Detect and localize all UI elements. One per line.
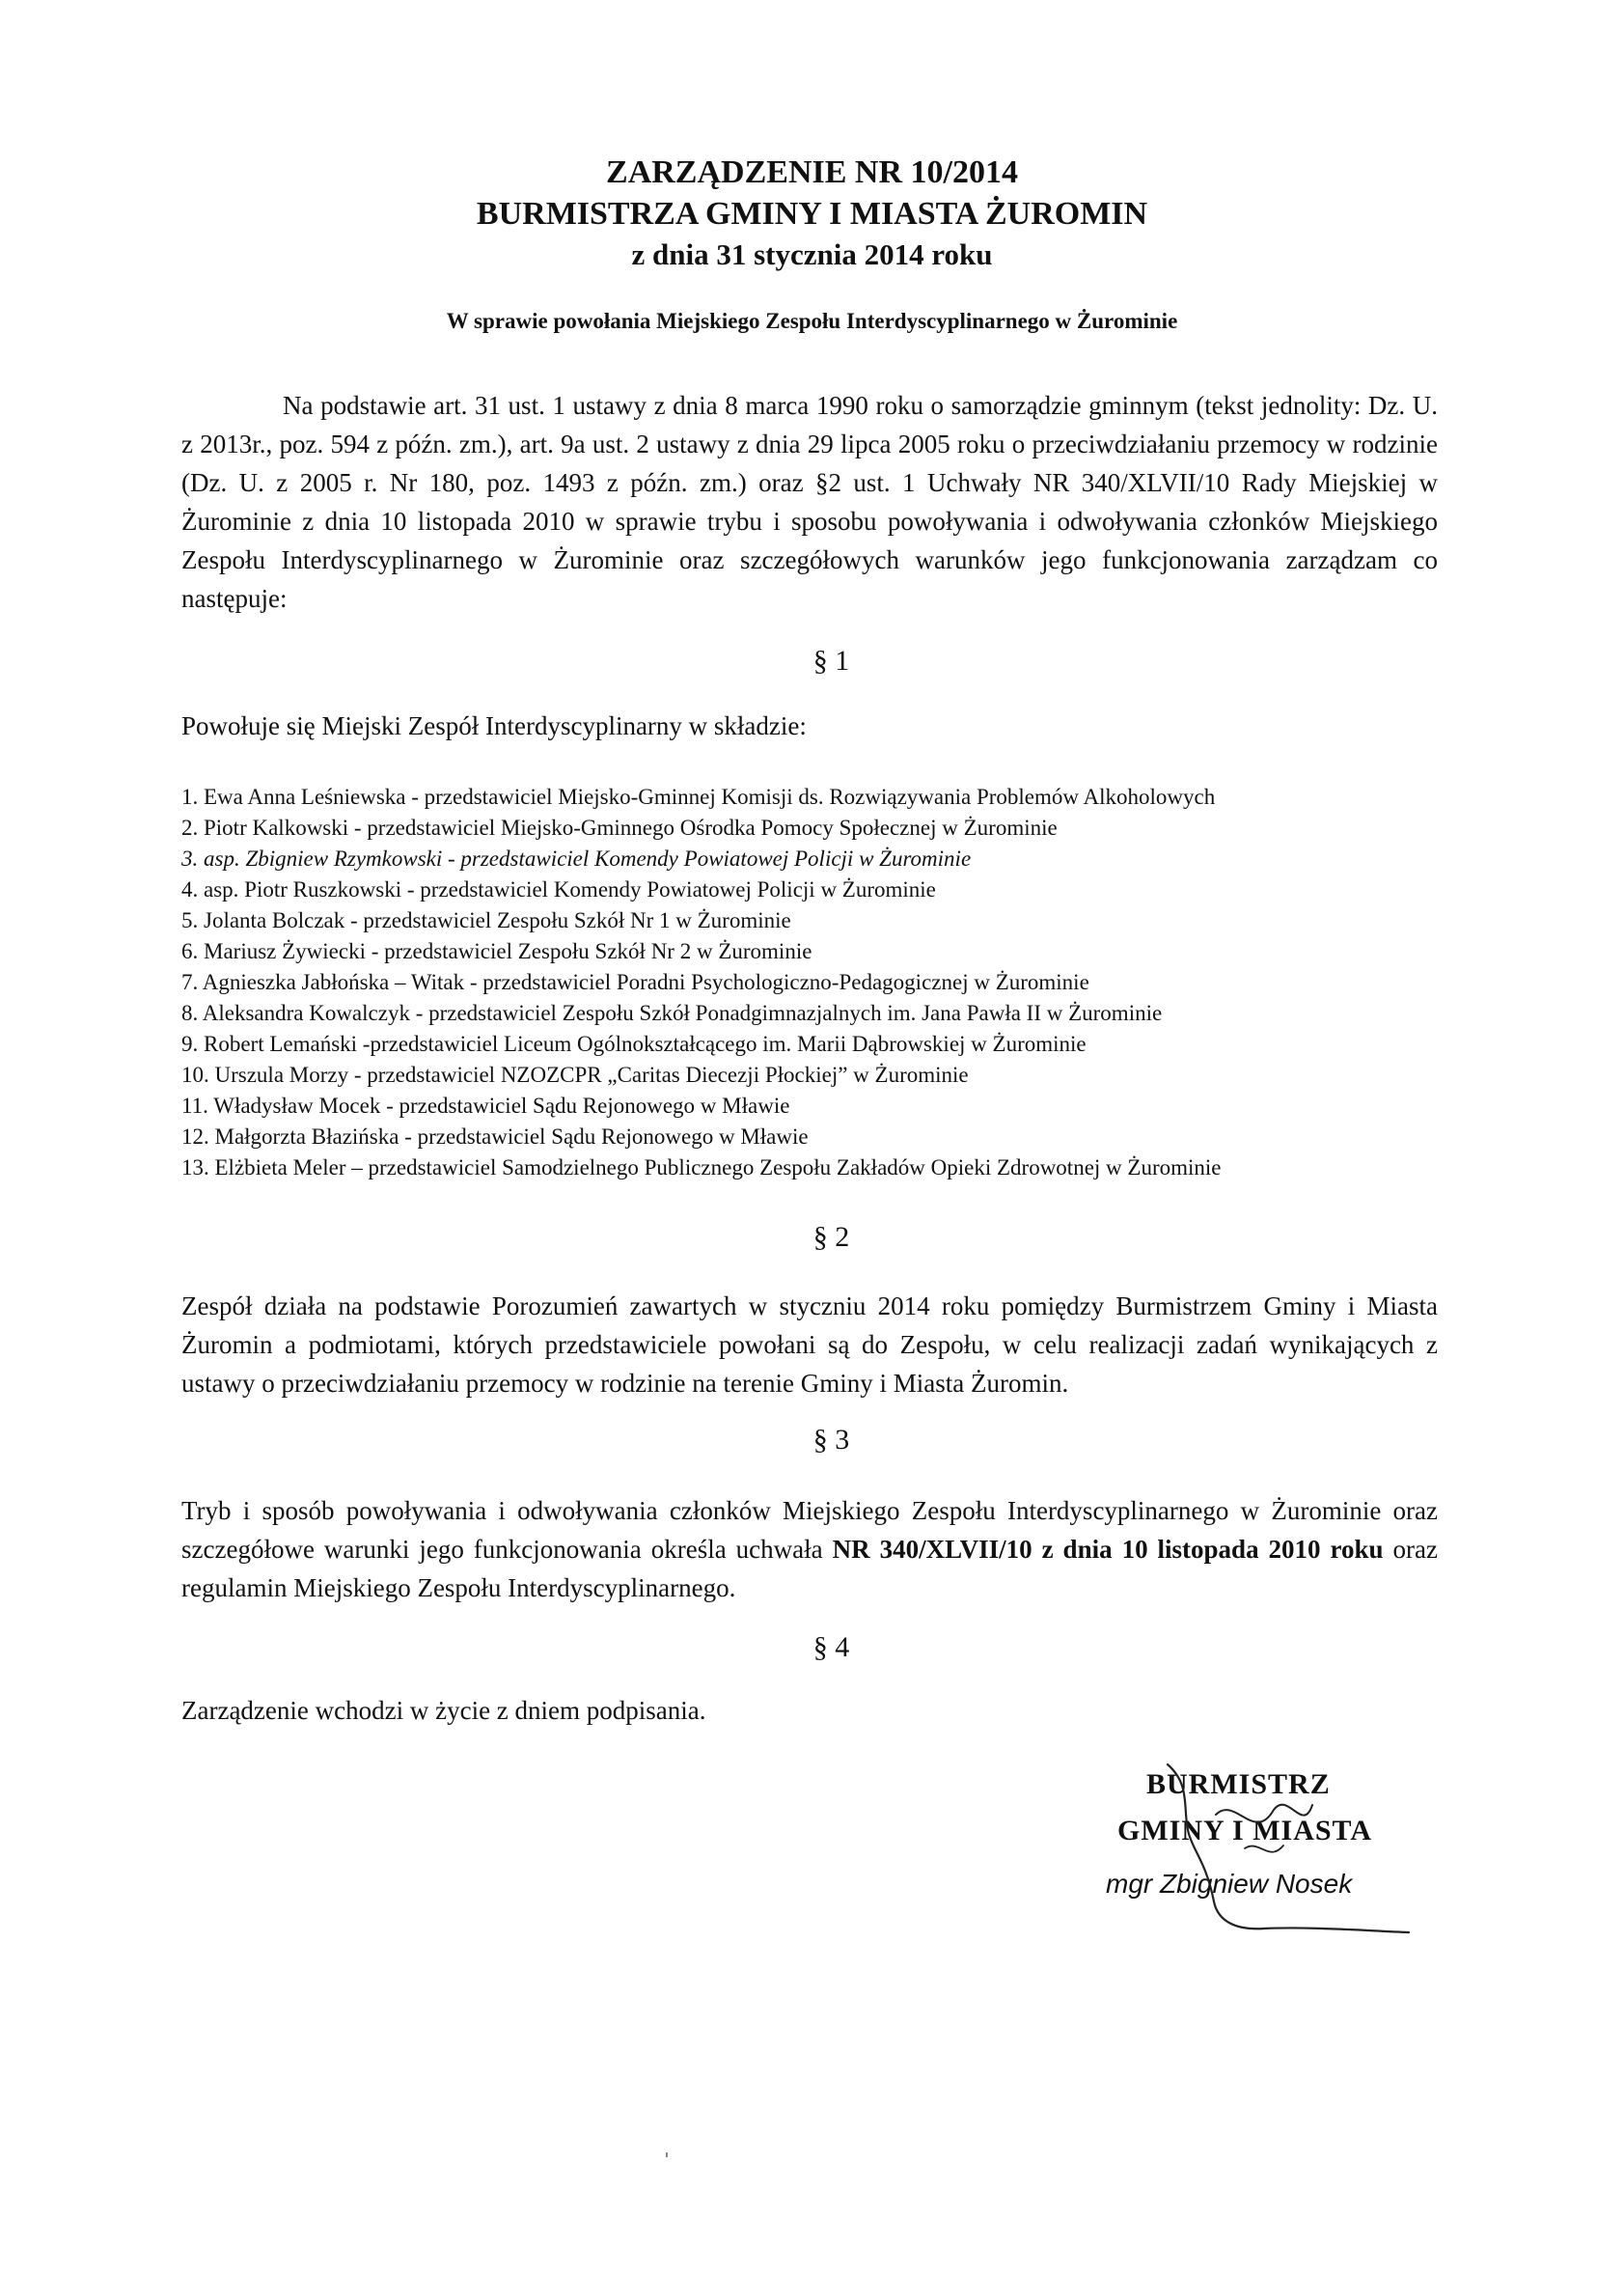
list-item: 13. Elżbieta Meler – przedstawiciel Samodzielnego Publicznego Zespołu Zakładów Opieki Zdrowotnej w Żurominie bbox=[181, 1155, 1222, 1180]
list-item: 4. asp. Piotr Ruszkowski - przedstawiciel Komendy Powiatowej Policji w Żurominie bbox=[181, 877, 936, 902]
section-3-heading: § 3 bbox=[812, 1424, 850, 1456]
list-item: 7. Agnieszka Jabłońska – Witak - przedstawiciel Poradni Psychologiczno-Pedagogicznej w Żurominie bbox=[181, 970, 1089, 994]
scan-speck bbox=[666, 2152, 668, 2157]
handwritten-signature-icon bbox=[1100, 1757, 1428, 1950]
list-item: 10. Urszula Morzy - przedstawiciel NZOZCPR „Caritas Diecezji Płockiej” w Żurominie bbox=[181, 1063, 969, 1087]
stamp-signatory-name: mgr Zbigniew Nosek bbox=[1106, 1869, 1353, 1899]
list-item: 8. Aleksandra Kowalczyk - przedstawiciel Zespołu Szkół Ponadgimnazjalnych im. Jana Pawła II w Żurominie bbox=[181, 1001, 1163, 1025]
list-item: 12. Małgorzta Błazińska - przedstawiciel Sądu Rejonowego w Mławie bbox=[181, 1124, 809, 1149]
document-issuer: BURMISTRZA GMINY I MIASTA ŻUROMIN bbox=[476, 196, 1148, 232]
list-item: 9. Robert Lemański -przedstawiciel Liceum Ogólnokształcącego im. Marii Dąbrowskiej w Żurominie bbox=[181, 1032, 1087, 1056]
section-2-paragraph: Zespół działa na podstawie Porozumień zawartych w styczniu 2014 roku pomiędzy Burmistrzem Gminy i Miasta Żuromin a podmiotami, których przedstawiciele powołani są do Zespołu, w celu realizacji zadań wynikających z ustawy o przeciwdziałaniu przemocy w rodzinie na terenie Gminy i Miasta Żuromin. bbox=[181, 1291, 1438, 1398]
stamp-title-line1: BURMISTRZ bbox=[1146, 1768, 1331, 1800]
list-item: 1. Ewa Anna Leśniewska - przedstawiciel Miejsko-Gminnej Komisji ds. Rozwiązywania Problemów Alkoholowych bbox=[181, 785, 1216, 809]
section-4-paragraph: Zarządzenie wchodzi w życie z dniem podpisania. bbox=[181, 1696, 706, 1725]
section-3-resolution-reference: NR 340/XLVII/10 z dnia 10 listopada 2010 roku bbox=[832, 1535, 1384, 1564]
signature-stamp bbox=[1100, 1757, 1428, 1950]
list-item: 2. Piotr Kalkowski - przedstawiciel Miejsko-Gminnego Ośrodka Pomocy Społecznej w Żurominie bbox=[181, 816, 1058, 840]
list-item: 3. asp. Zbigniew Rzymkowski - przedstawiciel Komendy Powiatowej Policji w Żurominie bbox=[181, 847, 972, 871]
section-3-text-before: Tryb i sposób powoływania i odwoływania członków Miejskiego Zespołu Interdyscyplinarnego w Żurominie oraz szczegółowe warunki jego funkcjonowania określa uchwała bbox=[181, 1496, 1438, 1564]
members-list bbox=[181, 782, 1455, 1183]
document-subject: W sprawie powołania Miejskiego Zespołu Interdyscyplinarnego w Żurominie bbox=[446, 309, 1178, 333]
document-date: z dnia 31 stycznia 2014 roku bbox=[631, 237, 993, 271]
section-3-text-after: oraz regulamin Miejskiego Zespołu Interdyscyplinarnego. bbox=[181, 1535, 1438, 1602]
section-3-paragraph bbox=[181, 1491, 1438, 1607]
legal-basis-paragraph: Na podstawie art. 31 ust. 1 ustawy z dnia 8 marca 1990 roku o samorządzie gminnym (tekst jednolity: Dz. U. z 2013r., poz. 594 z późn. zm.), art. 9a ust. 2 ustawy z dnia 29 lipca 2005 roku o przeciwdziałaniu przemocy w rodzinie (Dz. U. z 2005 r. Nr 180, poz. 1493 z późn. zm.) oraz §2 ust. 1 Uchwały NR 340/XLVII/10 Rady Miejskiej w Żurominie z dnia 10 listopada 2010 w sprawie trybu i sposobu powoływania i odwoływania członków Miejskiego Zespołu Interdyscyplinarnego w Żurominie oraz szczegółowych warunków jego funkcjonowania zarządzam co następuje: bbox=[181, 391, 1438, 613]
section-2-heading: § 2 bbox=[812, 1221, 850, 1253]
members-lead-text: Powołuje się Miejski Zespół Interdyscyplinarny w składzie: bbox=[181, 711, 807, 740]
list-item: 6. Mariusz Żywiecki - przedstawiciel Zespołu Szkół Nr 2 w Żurominie bbox=[181, 939, 812, 963]
stamp-title-line2: GMINY I MIASTA bbox=[1117, 1815, 1373, 1846]
document-title: ZARZĄDZENIE NR 10/2014 bbox=[606, 154, 1018, 190]
section-4-heading: § 4 bbox=[812, 1631, 850, 1663]
list-item: 5. Jolanta Bolczak - przedstawiciel Zespołu Szkół Nr 1 w Żurominie bbox=[181, 908, 791, 932]
section-1-heading: § 1 bbox=[812, 645, 850, 677]
list-item: 11. Władysław Mocek - przedstawiciel Sądu Rejonowego w Mławie bbox=[181, 1094, 790, 1118]
